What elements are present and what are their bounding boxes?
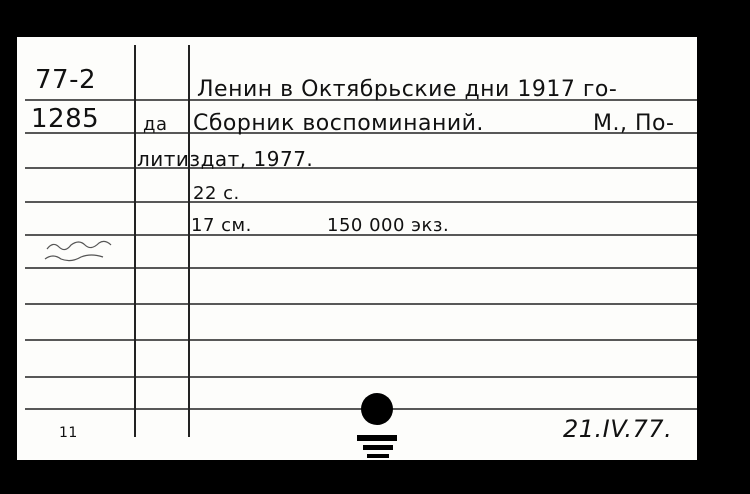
catalog-number: 1285: [31, 104, 100, 134]
publisher-continued-line: литиздат, 1977.: [137, 147, 314, 171]
date-stamp: 21.IV.77.: [563, 415, 673, 443]
title-line: Ленин в Октябрьские дни 1917 го-: [197, 77, 618, 102]
punch-hole-icon: [361, 393, 393, 425]
shelf-mark: 77-2: [35, 65, 97, 95]
footer-mark: 11: [59, 425, 78, 441]
size-line: 17 см.: [191, 215, 252, 236]
pages-line: 22 с.: [193, 183, 240, 204]
print-run-line: 150 000 экз.: [327, 215, 450, 236]
stamp-smudge-icon: [45, 241, 111, 260]
subtitle-line: Сборник воспоминаний.: [193, 111, 484, 136]
publisher-line: М., По-: [593, 111, 675, 136]
margin-note: да: [143, 114, 168, 135]
catalog-card: [17, 37, 703, 460]
